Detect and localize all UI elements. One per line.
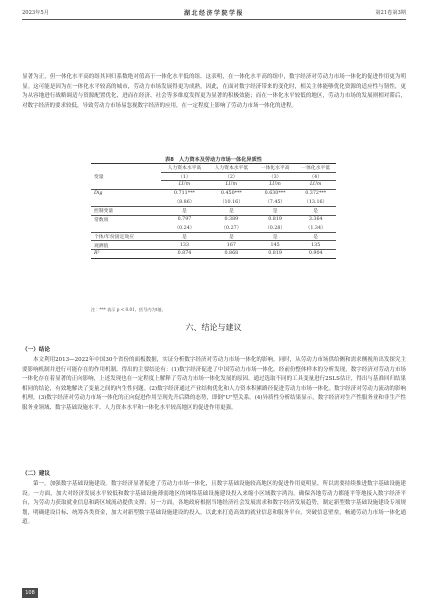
table-cell: （0.24） [174,226,195,232]
intro-paragraph [22,73,406,111]
suggestion-paragraph [22,480,406,528]
table-cell: （13.16） [304,200,328,206]
row-label [91,224,161,233]
header-divider [22,19,406,20]
table-cell: 是 [161,232,208,241]
table-cell: （10.16） [219,200,244,206]
header-volume: 第21卷第3期 [375,10,406,16]
table-cell: （7.45） [264,200,286,206]
table-row [91,198,336,207]
table-cell: 3.364 [295,215,336,224]
table-row [91,224,336,233]
col-number: （2） [208,172,255,181]
table-cell: 是 [208,232,255,241]
dep-var: LUm [161,181,208,190]
subsection-suggestions: （二）建议 [22,471,50,477]
table-group-header-row [91,164,336,173]
table-cell: 0.819 [255,215,296,224]
table-cell: 0.868 [208,249,255,258]
variable-header: 变量 [91,164,161,190]
table-cell: （8.86） [174,200,195,206]
header-date: 2023年5月 [22,10,49,16]
table-cell: 是 [255,206,296,215]
table-cell: 0.819 [255,249,296,258]
journal-title: 湖北经济学院学报 [183,10,244,17]
dep-var: LUm [208,181,255,190]
row-label: 控制变量 [91,206,161,215]
table-cell: 167 [208,241,255,250]
row-label: 个体/年份固定效应 [91,232,161,241]
table-row [91,206,336,215]
group-header: 人力资本水平高 [161,164,208,173]
table-row [91,249,336,258]
table-row [91,189,336,198]
subsection-conclusion: （一）结论 [22,347,50,353]
table-cell: （0.27） [221,226,242,232]
dep-var: LUm [255,181,296,190]
table-cell: 0.450*** [208,189,255,198]
table-cell: 0.797 [161,215,208,224]
table-cell: 0.630*** [255,189,296,198]
table-row [91,241,336,250]
table-title: 表8 人力资本及劳动力市场一体化异质性 [165,157,262,163]
table-cell: 是 [208,206,255,215]
col-number: （4） [295,172,336,181]
intro-text: 显著为正，但一体化水平高的组其回归系数绝对值高于一体化水平低的组。这表明，在一体化水平高的组中，数字经济对劳动力市场一体化的促进作用更为明显。这可能是因为在一体化水平较高的城市，劳动力市场发展得更为成熟，因此，在面对数字经济带来的变化时，相关主体能够优化资源的适应性与韧性，更为从容地进行战略调适与资源配置优化，进而在经济、社会等多维度发挥更为显著的积极效能；而在一体化水平较低的地区，劳动力市场的发展则相对滞后，对数字经济的要求较低，导致劳动力市场易忽视数字经济的应用，在一定程度上影响了劳动力市场一体化的进程。 [22,74,406,109]
table-cell: 135 [295,241,336,250]
group-header: 人力资本水平低 [208,164,255,173]
conclusion-text: 本文利用2013—2022年中国30个省份的面板数据，实证分析数字经济对劳动力市场一体化的影响。同时，从劳动力市场供给侧和需求侧视角出发探究主要影响机制并进行可能存在的作用机制。得出的主要结论有：(1)数字经济促进了中国劳动力市场一体化。经前份整体样本的分析发现，数字经济对劳动力市场一体化存在着显著的正向影响，上述发现也在一定程度上解释了劳动力市场一体化发展的原因。通过选取不同的工具变量进行2SLS估计，得出与基准回归结果相同的结论，有效地解决了变量之间的内生性问题。(2)数字经济通过产业结构优化和人力资本积累路径促进劳动力市场一体化。数字经济对劳动力流动的影响机理，(3)数字经济对劳动力市场一体化的正向促进作用呈现先升后降的态势，即倒"U"型关系。(4)异质性分析结果显示，数字经济对生产性服务业和非生产性服务业领域、数字基础设施水平、人力资本水平和一体化水平较高地区的促进作用更强。 [22,357,406,411]
table-cell: 0.874 [161,249,208,258]
table-cell: 145 [255,241,296,250]
suggestion-text: 第一，加强数字基础设施建设。数字经济显著促进了劳动力市场一体化，且数字基础设施较高地区的促进作用更明显，所以需要持续推进数字基础设施建设。一方面，加大对经济发展水平较低和数字基础设施薄弱地区的网络基础设施建设投入来缩小区域数字鸿沟，确保各地劳动力都能平等地接入数字经济平台，为劳动力获取就业信息和跨区域流动提供支撑；另一方面，各地政府根据当地经济社会发展需求和数字经济发展趋势，制定新型数字基础设施建设专项规划，明确建设目标、统筹各类资金，加大对新型数字基础设施建设的投入，以此来打造高效的就业信息和服务平台，突破信息壁垒，畅通劳动力市场一体化通道。 [22,481,406,525]
table-row [91,232,336,241]
regression-table [91,163,336,259]
table-cell: （0.28） [264,226,286,232]
table-cell: 是 [295,232,336,241]
table-cell: 0.389 [208,215,255,224]
table-note: 注：*** 表示 p < 0.01，括号内为t值。 [91,307,166,312]
page-number: 108 [22,588,38,598]
table-cell: 是 [161,206,208,215]
group-header: 一体化水平高 [255,164,296,173]
col-number: （1） [161,172,208,181]
row-label: Dig [91,189,161,198]
table-row [91,215,336,224]
dep-var: LUm [295,181,336,190]
section-title: 六、结论与建议 [185,323,242,332]
row-label: 常数项 [91,215,161,224]
group-header: 一体化水平低 [295,164,336,173]
col-number: （3） [255,172,296,181]
journal-header [22,7,406,19]
table-cell: 133 [161,241,208,250]
table-cell: 0.711*** [161,189,208,198]
row-label: R² [91,249,161,258]
table-cell: 0.372*** [295,189,336,198]
table-cell: 是 [295,206,336,215]
table-cell: （1.34） [305,226,326,232]
conclusion-paragraph [22,356,406,413]
table-cell: 是 [255,232,296,241]
row-label [91,198,161,207]
table-cell: 0.904 [295,249,336,258]
row-label: 观测值 [91,241,161,250]
